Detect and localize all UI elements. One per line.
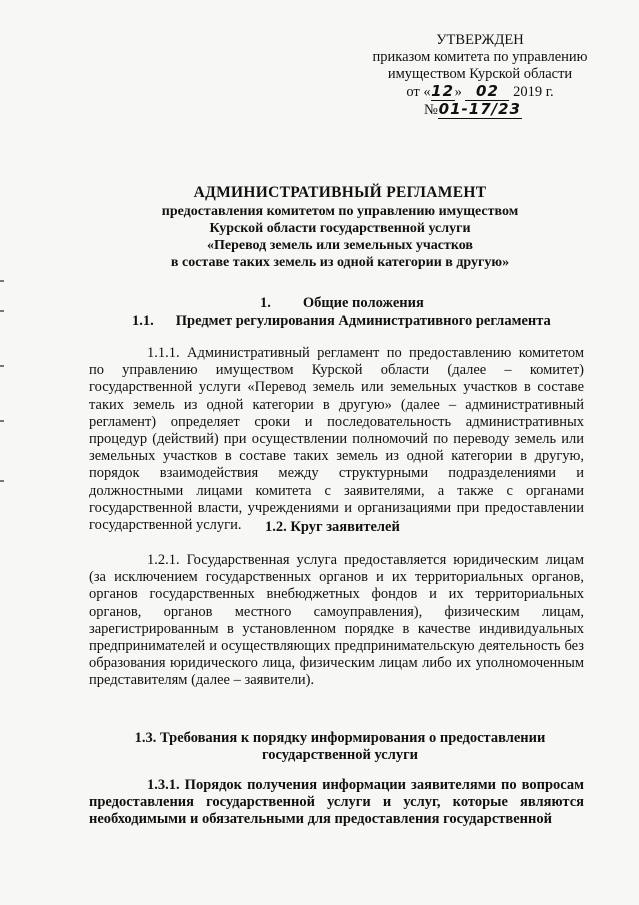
section-1-2-heading: 1.2. Круг заявителей bbox=[265, 519, 400, 535]
approval-committee-line: имуществом Курской области bbox=[387, 66, 573, 82]
section-1-3-heading: 1.3. Требования к порядку информирования о предоставлении государственной услуги bbox=[134, 730, 546, 763]
paragraph-1-1-1: 1.1.1. Административный регламент по предоставлению комитетом по управлению имуществом Курской области (далее – комитет) государственной услуги «Перевод земель или земельных участков в составе таких земель из одной категории в другую» (далее – административный регламент) определяет сроки и последовательность административных процедур (действий) при осуществлении полномочий по переводу земель или земельных участков в составе таких земель из одной категории в другую, порядок взаимодействия между структурными подразделениями и должностными лицами комитета с заявителями, а также с органами государственной власти, учреждениями и организациями при предоставлении государственной услуги. bbox=[89, 345, 584, 534]
approval-number-line: №01-17/23 bbox=[424, 100, 521, 118]
title-line-4: в составе таких земель из одной категории в другую» bbox=[170, 255, 510, 270]
title-line-3: «Перевод земель или земельных участков bbox=[206, 238, 473, 253]
handwritten-month: 02 bbox=[465, 83, 509, 101]
approval-order-line: приказом комитета по управлению bbox=[372, 49, 588, 65]
paragraph-1-2-1: 1.2.1. Государственная услуга предоставляется юридическим лицам (за исключением государственных органов и их территориальных органов, органов государственных внебюджетных фондов и их территориальных органов, органов местного самоуправления), физическим лицам, зарегистрированным в установленном порядке в качестве индивидуальных предпринимателей и осуществляющих предпринимательскую деятельность без образования юридического лица, физическим лицам либо их уполномоченным представителям (далее – заявители). bbox=[89, 552, 584, 689]
document-title: АДМИНИСТРАТИВНЫЙ РЕГЛАМЕНТ bbox=[193, 184, 487, 201]
section-1-heading: 1. Общие положения bbox=[260, 295, 424, 311]
title-line-1: предоставления комитетом по управлению имуществом bbox=[161, 204, 519, 219]
handwritten-day: 12 bbox=[431, 82, 455, 100]
section-1-1-heading: 1.1. Предмет регулирования Административного регламента bbox=[132, 313, 551, 329]
handwritten-number: 01-17/23 bbox=[438, 100, 521, 118]
title-line-2: Курской области государственной услуги bbox=[209, 221, 471, 236]
approval-block bbox=[360, 32, 600, 119]
paragraph-1-3-1: 1.3.1. Порядок получения информации заявителями по вопросам предоставления государственной услуги и услуг, которые являются необходимыми и обязательными для предоставления государственной bbox=[89, 777, 584, 828]
approval-title: УТВЕРЖДЕН bbox=[436, 32, 524, 48]
scan-edge-marks bbox=[0, 270, 6, 510]
approval-date-line: от «12» 02 2019 г. bbox=[406, 82, 554, 100]
